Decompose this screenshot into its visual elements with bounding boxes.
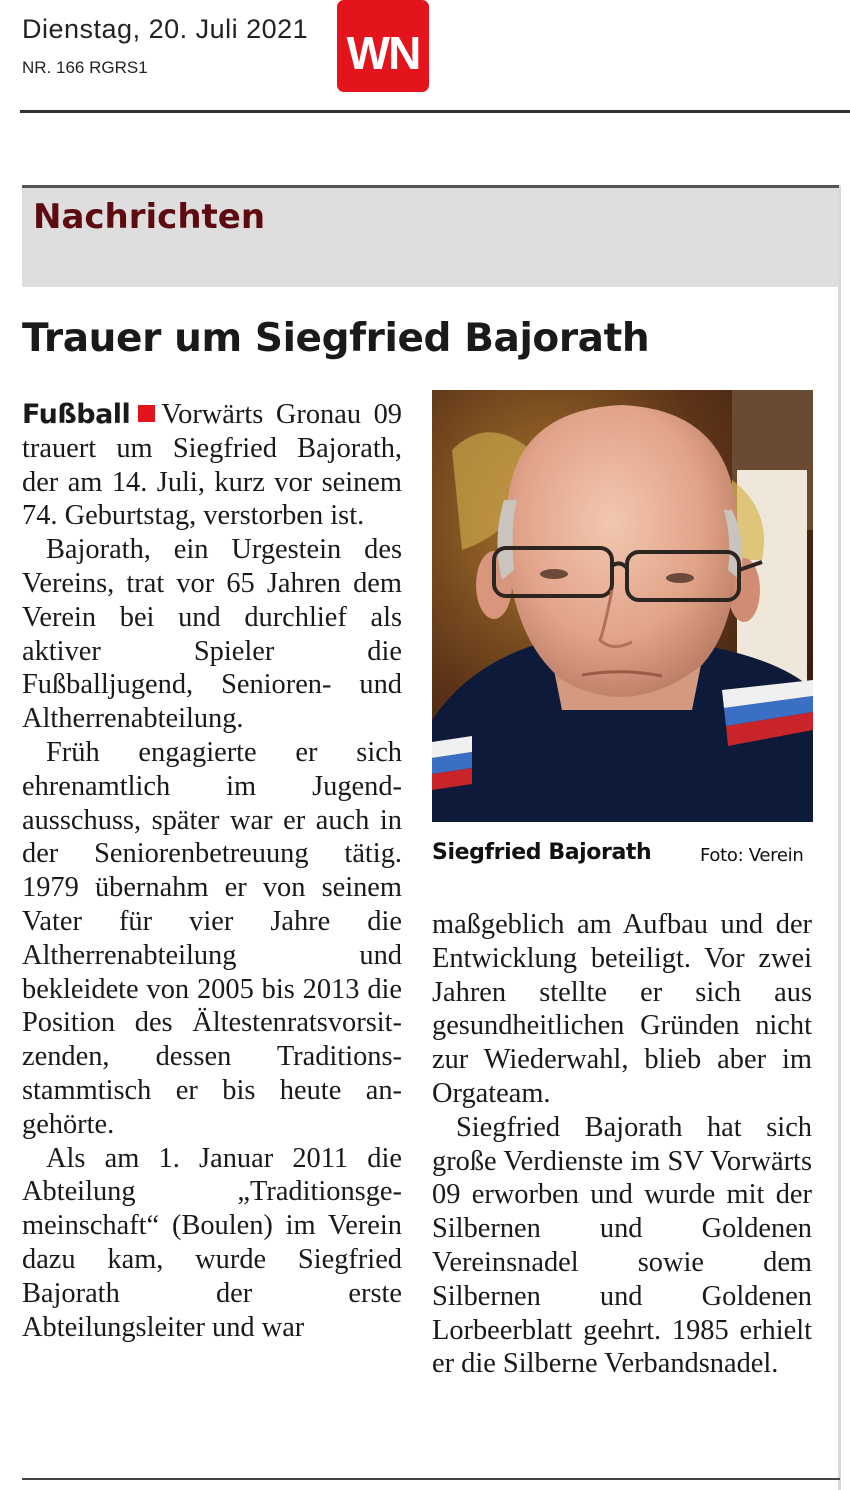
portrait-photo (432, 390, 813, 822)
wn-logo (337, 0, 429, 92)
article-paragraph: maßgeblich am Aufbau und der Entwicklung beteiligt. Vor zwei Jahren stellte er sich aus gesundheitlichen Gründen nicht zur Wiederwahl, blieb aber im Orgateam. (432, 909, 812, 1109)
header-rule (20, 110, 850, 113)
photo-caption: Siegfried Bajorath (432, 840, 652, 865)
issue-date: Dienstag, 20. Juli 2021 (22, 14, 309, 44)
article-paragraph: Bajorath, ein Urgestein des Vereins, trat vor 65 Jahren dem Verein bei und durchlief als aktiver Spieler die Fußballjugend, Senioren- und Altherrenabteilung. (22, 534, 402, 735)
red-square-icon (138, 405, 155, 422)
issue-number: NR. 166 RGRS1 (22, 58, 148, 77)
right-rule (838, 185, 841, 1490)
article-headline: Trauer um Siegfried Bajorath (22, 316, 650, 361)
footer-rule (22, 1478, 840, 1480)
section-title: Nachrichten (33, 197, 266, 237)
article-paragraph: Als am 1. Januar 2011 die Abteilung „Traditionsgemeinschaft“ (Boulen) im Verein dazu kam, wurde Siegfried Bajorath der erste Abteilungsleiter und war (22, 1142, 402, 1343)
article-column-left (22, 398, 402, 1344)
article-lead (22, 398, 402, 533)
article-column-right (432, 908, 812, 1381)
article-paragraph: Früh engagierte er sich ehrenamtlich im Jugendausschuss, später war er auch in der Seniorenbetreuung tätig. 1979 übernahm er von seinem Vater für vier Jahre die Altherrenabteilung und bekleidete von 2005 bis 2013 die Position des Ältestenratsvorsitzenden, dessen Traditionsstammtisch er bis heute angehörte. (22, 736, 402, 1140)
logo-text: WN (346, 27, 420, 79)
section-banner (22, 185, 839, 287)
lead-text: Vorwärts Gronau 09 trauert um Siegfried Bajorath, der am 14. Juli, kurz vor seinem 74. Geburtstag, verstorben ist. (22, 399, 402, 532)
article-paragraph: Siegfried Bajorath hat sich große Verdienste im SV Vorwärts 09 erworben und wurde mit der Silbernen und Goldenen Vereinsnadel sowie dem Silbernen und Goldenen Lorbeerblatt geehrt. 1985 erhielt er die Silberne Verbandsnadel. (432, 1111, 812, 1380)
photo-credit: Foto: Verein (700, 845, 804, 866)
article-kicker: Fußball (22, 399, 131, 430)
